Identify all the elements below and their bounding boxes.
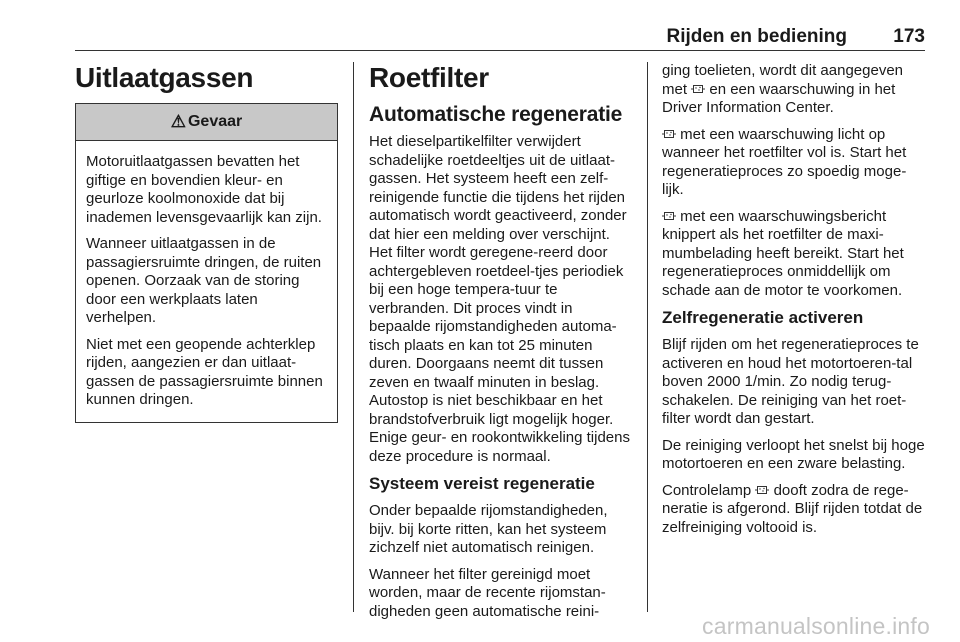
body-paragraph: Wanneer het filter gereinigd moet worden, maar de recente rijomstan-digheden geen automatische reini- [369, 565, 606, 620]
diesel-particulate-filter-icon [662, 128, 676, 140]
warning-triangle-icon: ⚠ [170, 112, 186, 131]
column-1 [75, 62, 338, 423]
text-run: ging toelieten, wordt dit aangegeven met [662, 62, 904, 98]
warning-header [76, 104, 337, 141]
warning-paragraph: Wanneer uitlaatgassen in de passagiersruimte dringen, de ruiten openen. Oorzaak van de storing door een werkplaats laten verhelpen. [86, 235, 322, 326]
body-paragraph [662, 482, 925, 538]
text-run: Controlelamp [662, 481, 752, 499]
column-divider [353, 62, 354, 612]
warning-body [76, 141, 337, 422]
running-title: Rijden en bediening [666, 26, 847, 47]
warning-box [75, 103, 338, 423]
subheading-systeem-vereist-regeneratie: Systeem vereist regeneratie [369, 474, 595, 493]
warning-label: Gevaar [187, 113, 243, 130]
diesel-particulate-filter-icon [755, 484, 769, 496]
body-paragraph: Het dieselpartikelfilter verwijdert schadelijke roetdeeltjes uit de uitlaat-gassen. Het systeem heeft een zelf-reinigende functie die tijdens het rijden automatisch wordt geactiveerd, zonder dat hier een melding over verschijnt. Het filter wordt geregene-reerd door achtergebleven roetdeel-tjes periodiek bij een hoge tempera-tuur te verbranden. Dit proces vindt in bepaalde rijomstandigheden automa-tisch plaats en kan tot 25 minuten duren. Doorgaans neemt dit tussen zeven en twaalf minuten in beslag. Autostop is niet beschikbaar en het brandstofverbruik ligt mogelijk hoger. Enige geur- en rookontwikkeling tijdens deze procedure is normaal. [369, 133, 630, 465]
text-run: dooft zodra de rege-neratie is afgerond. Blijf rijden totdat de zelfreiniging voltooid is. [662, 481, 923, 536]
body-paragraph [662, 126, 925, 200]
body-paragraph [662, 62, 925, 118]
page-number: 173 [893, 26, 925, 47]
diesel-particulate-filter-icon [691, 83, 705, 95]
column-divider [647, 62, 648, 612]
warning-paragraph: Motoruitlaatgassen bevatten het giftige en bovendien kleur- en geurloze koolmonoxide dat bij inademen levensgevaarlijk kan zijn. [86, 153, 322, 226]
column-3 [662, 62, 925, 545]
body-paragraph: Onder bepaalde rijomstandigheden, bijv. bij korte ritten, kan het systeem zichzelf niet automatisch reinigen. [369, 502, 608, 556]
subheading-zelfregeneratie-activeren: Zelfregeneratie activeren [662, 308, 864, 327]
diesel-particulate-filter-icon [662, 210, 676, 222]
subheading-automatische-regeneratie: Automatische regeneratie [369, 103, 623, 126]
text-run: met een waarschuwingsbericht knippert als het roetfilter de maxi-mumbelading heeft bereikt. Start het regeneratieproces onmiddellijk om schade aan de motor te voorkomen. [662, 207, 904, 299]
warning-paragraph: Niet met een geopende achterklep rijden, aangezien er dan uitlaat-gassen de passagiersruimte binnen kunnen dringen. [86, 335, 323, 408]
section-title-uitlaatgassen: Uitlaatgassen [75, 62, 254, 93]
body-paragraph [662, 208, 925, 301]
column-2 [369, 62, 632, 629]
page-header [75, 26, 925, 51]
watermark: carmanualsonline.info [702, 613, 930, 639]
body-paragraph: Blijf rijden om het regeneratieproces te activeren en houd het motortoeren-tal boven 2000 1/min. Zo nodig terug-schakelen. De reiniging van het roet-filter wordt dan gestart. [662, 336, 919, 427]
body-paragraph: De reiniging verloopt het snelst bij hoge motortoeren en een zware belasting. [662, 436, 925, 472]
text-run: met een waarschuwing licht op wanneer het roetfilter vol is. Start het regeneratieproces zo spoedig moge-lijk. [662, 125, 907, 198]
section-title-roetfilter: Roetfilter [369, 62, 489, 93]
text-run: en een waarschuwing in het Driver Information Center. [662, 80, 896, 116]
